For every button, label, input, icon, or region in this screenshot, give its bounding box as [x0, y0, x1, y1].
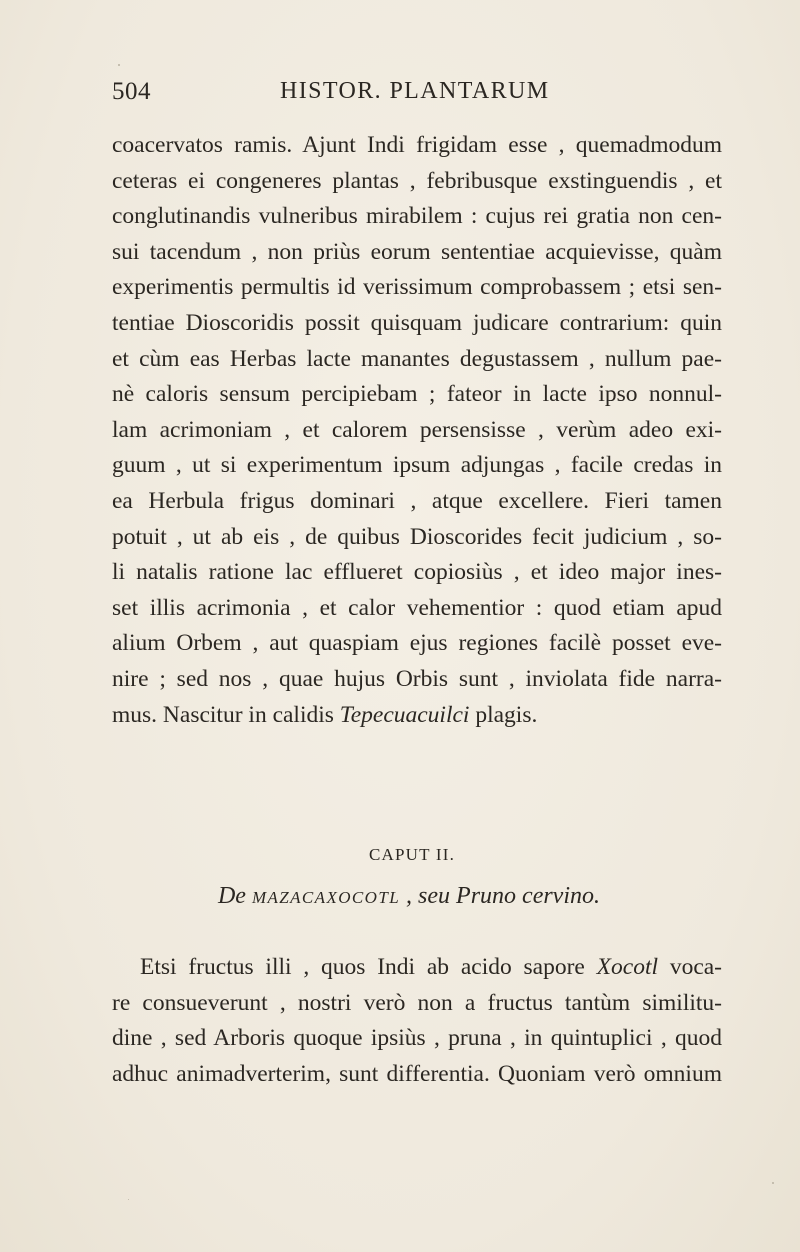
- chapter-title-name: MAZACAXOCOTL: [251, 888, 401, 907]
- text-line: experimentis permultis id verissimum comprobassem ; etsi sen-: [112, 274, 722, 301]
- text-line: set illis acrimonia , et calor vehementior : quod etiam apud: [112, 594, 722, 621]
- paper-speck: [118, 64, 120, 66]
- page-number: 504: [112, 78, 151, 105]
- text-line: ceteras ei congeneres plantas , febribusque exstinguendis , et: [112, 167, 722, 194]
- text-line: conglutinandis vulneribus mirabilem : cujus rei gratia non cen-: [112, 203, 722, 230]
- text-line: sui tacendum , non priùs eorum sententiae acquievisse, quàm: [112, 238, 722, 265]
- text-line-last: [112, 698, 722, 734]
- place-name-italic: Tepecuacuilci: [339, 701, 470, 728]
- paper-speck: [772, 1182, 774, 1184]
- text-line: nè caloris sensum percipiebam ; fateor in lacte ipso nonnul-: [112, 381, 722, 408]
- paper-speck: [128, 1199, 129, 1200]
- term-italic: Xocotl: [596, 954, 659, 980]
- page-header: [112, 78, 712, 118]
- text-fragment: voca-: [658, 954, 723, 980]
- text-line: potuit , ut ab eis , de quibus Dioscorides fecit judicium , so-: [112, 523, 722, 550]
- chapter-title-de: De: [217, 883, 252, 909]
- text-line: adhuc animadverterim, sunt differentia. Quoniam verò omnium: [112, 1060, 722, 1087]
- text-line: alium Orbem , aut quaspiam ejus regiones facilè posset eve-: [112, 630, 722, 657]
- text-line: li natalis ratione lac efflueret copiosiùs , et ideo major ines-: [112, 559, 722, 586]
- text-line: nire ; sed nos , quae hujus Orbis sunt , inviolata fide narra-: [112, 665, 722, 692]
- paragraph-2: [112, 950, 722, 1092]
- text-fragment: plagis.: [469, 701, 538, 728]
- text-line: dine , sed Arboris quoque ipsiùs , pruna , in quintuplici , quod: [112, 1025, 722, 1052]
- text-line: coacervatos ramis. Ajunt Indi frigidam esse , quemadmodum: [112, 132, 722, 158]
- text-line: ea Herbula frigus dominari , atque excellere. Fieri tamen: [112, 487, 722, 514]
- chapter-number: CAPUT II.: [368, 845, 456, 864]
- text-line: et cùm eas Herbas lacte manantes degustassem , nullum pae-: [112, 345, 722, 372]
- text-fragment: mus. Nascitur in calidis: [112, 701, 340, 728]
- chapter-title-rest: , seu Pruno cervino.: [400, 883, 601, 909]
- running-head: HISTOR. PLANTARUM: [280, 78, 550, 104]
- text-fragment: Etsi fructus illi , quos Indi ab acido sapore: [140, 954, 597, 980]
- text-line: lam acrimoniam , et calorem persensisse , verùm adeo exi-: [112, 416, 722, 443]
- text-line: tentiae Dioscoridis possit quisquam judicare contrarium: quin: [112, 309, 722, 336]
- paragraph-1: [112, 128, 722, 733]
- text-line: guum , ut si experimentum ipsum adjungas , facile credas in: [112, 452, 722, 479]
- text-line: re consueverunt , nostri verò non a fructus tantùm similitu-: [112, 989, 722, 1016]
- text-line-first: [112, 950, 722, 986]
- chapter-title: [0, 883, 800, 910]
